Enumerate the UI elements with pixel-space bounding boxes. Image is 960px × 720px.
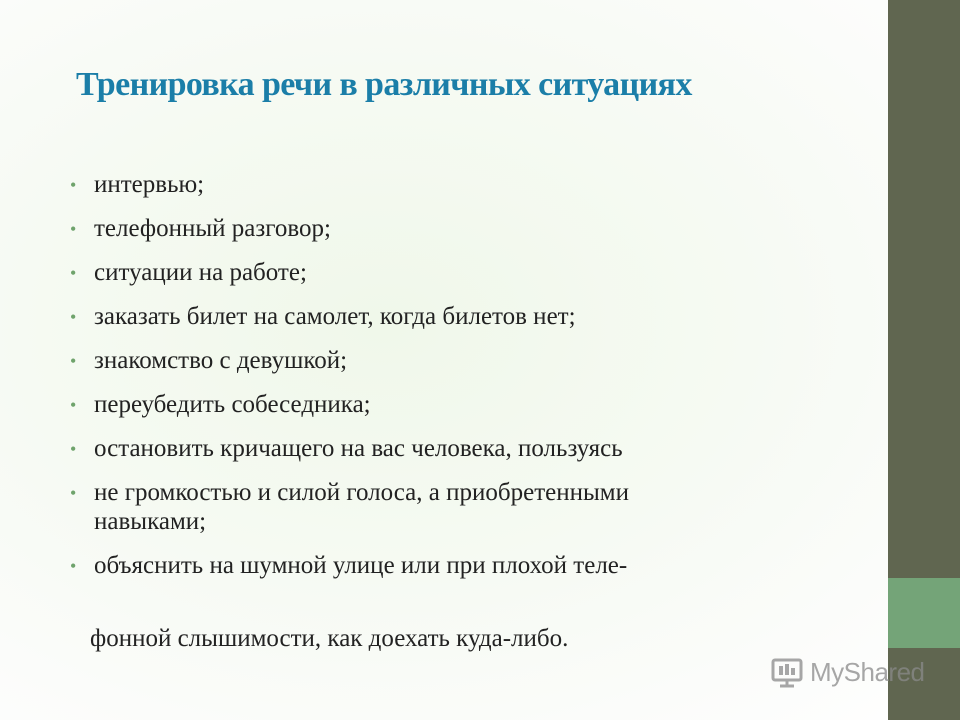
bullet-dot-icon: • [70,483,77,503]
presentation-screen-icon [770,655,804,689]
bullet-dot-icon: • [70,395,77,415]
bullet-item-acquaintance [70,346,870,375]
bullet-item-ticket [70,302,870,331]
bullet-item-interview [70,170,870,199]
bullet-dot-icon: • [70,263,77,283]
bullet-text: объяснить на шумной улице или при плохой теле- [94,552,628,579]
bullet-text: телефонный разговор; [94,215,331,242]
bullet-item-work [70,258,870,287]
watermark-text: MyShared [810,656,925,687]
bullet-list [70,170,870,595]
bullet-text: не громкостью и силой голоса, а приобретенными [94,479,629,506]
bullet-dot-icon: • [70,439,77,459]
bullet-text: ситуации на работе; [94,259,307,286]
bullet-item-directions [70,551,870,580]
watermark [770,654,925,690]
bullet-dot-icon: • [70,307,77,327]
bullet-text: заказать билет на самолет, когда билетов нет; [94,303,576,330]
bullet-item-skills [70,478,870,536]
slide-title: Тренировка речи в различных ситуациях [76,66,692,103]
bullet-dot-icon: • [70,556,77,576]
bullet-item-phone-call [70,214,870,243]
sidebar-stripe [888,0,960,578]
sidebar-accent-block [888,578,960,648]
bullet-continuation-text: фонной слышимости, как доехать куда-либо. [90,625,569,652]
bullet-text: интервью; [94,171,205,198]
bullet-item-persuade [70,390,870,419]
bullet-text: переубедить собеседника; [94,391,371,418]
bullet-dot-icon: • [70,219,77,239]
bullet-text-continued: навыками; [94,508,207,535]
bullet-dot-icon: • [70,351,77,371]
bullet-text: остановить кричащего на вас человека, пользуясь [94,435,623,462]
bullet-dot-icon: • [70,175,77,195]
bullet-item-stop-shouting [70,434,870,463]
bullet-text: знакомство с девушкой; [94,347,348,374]
